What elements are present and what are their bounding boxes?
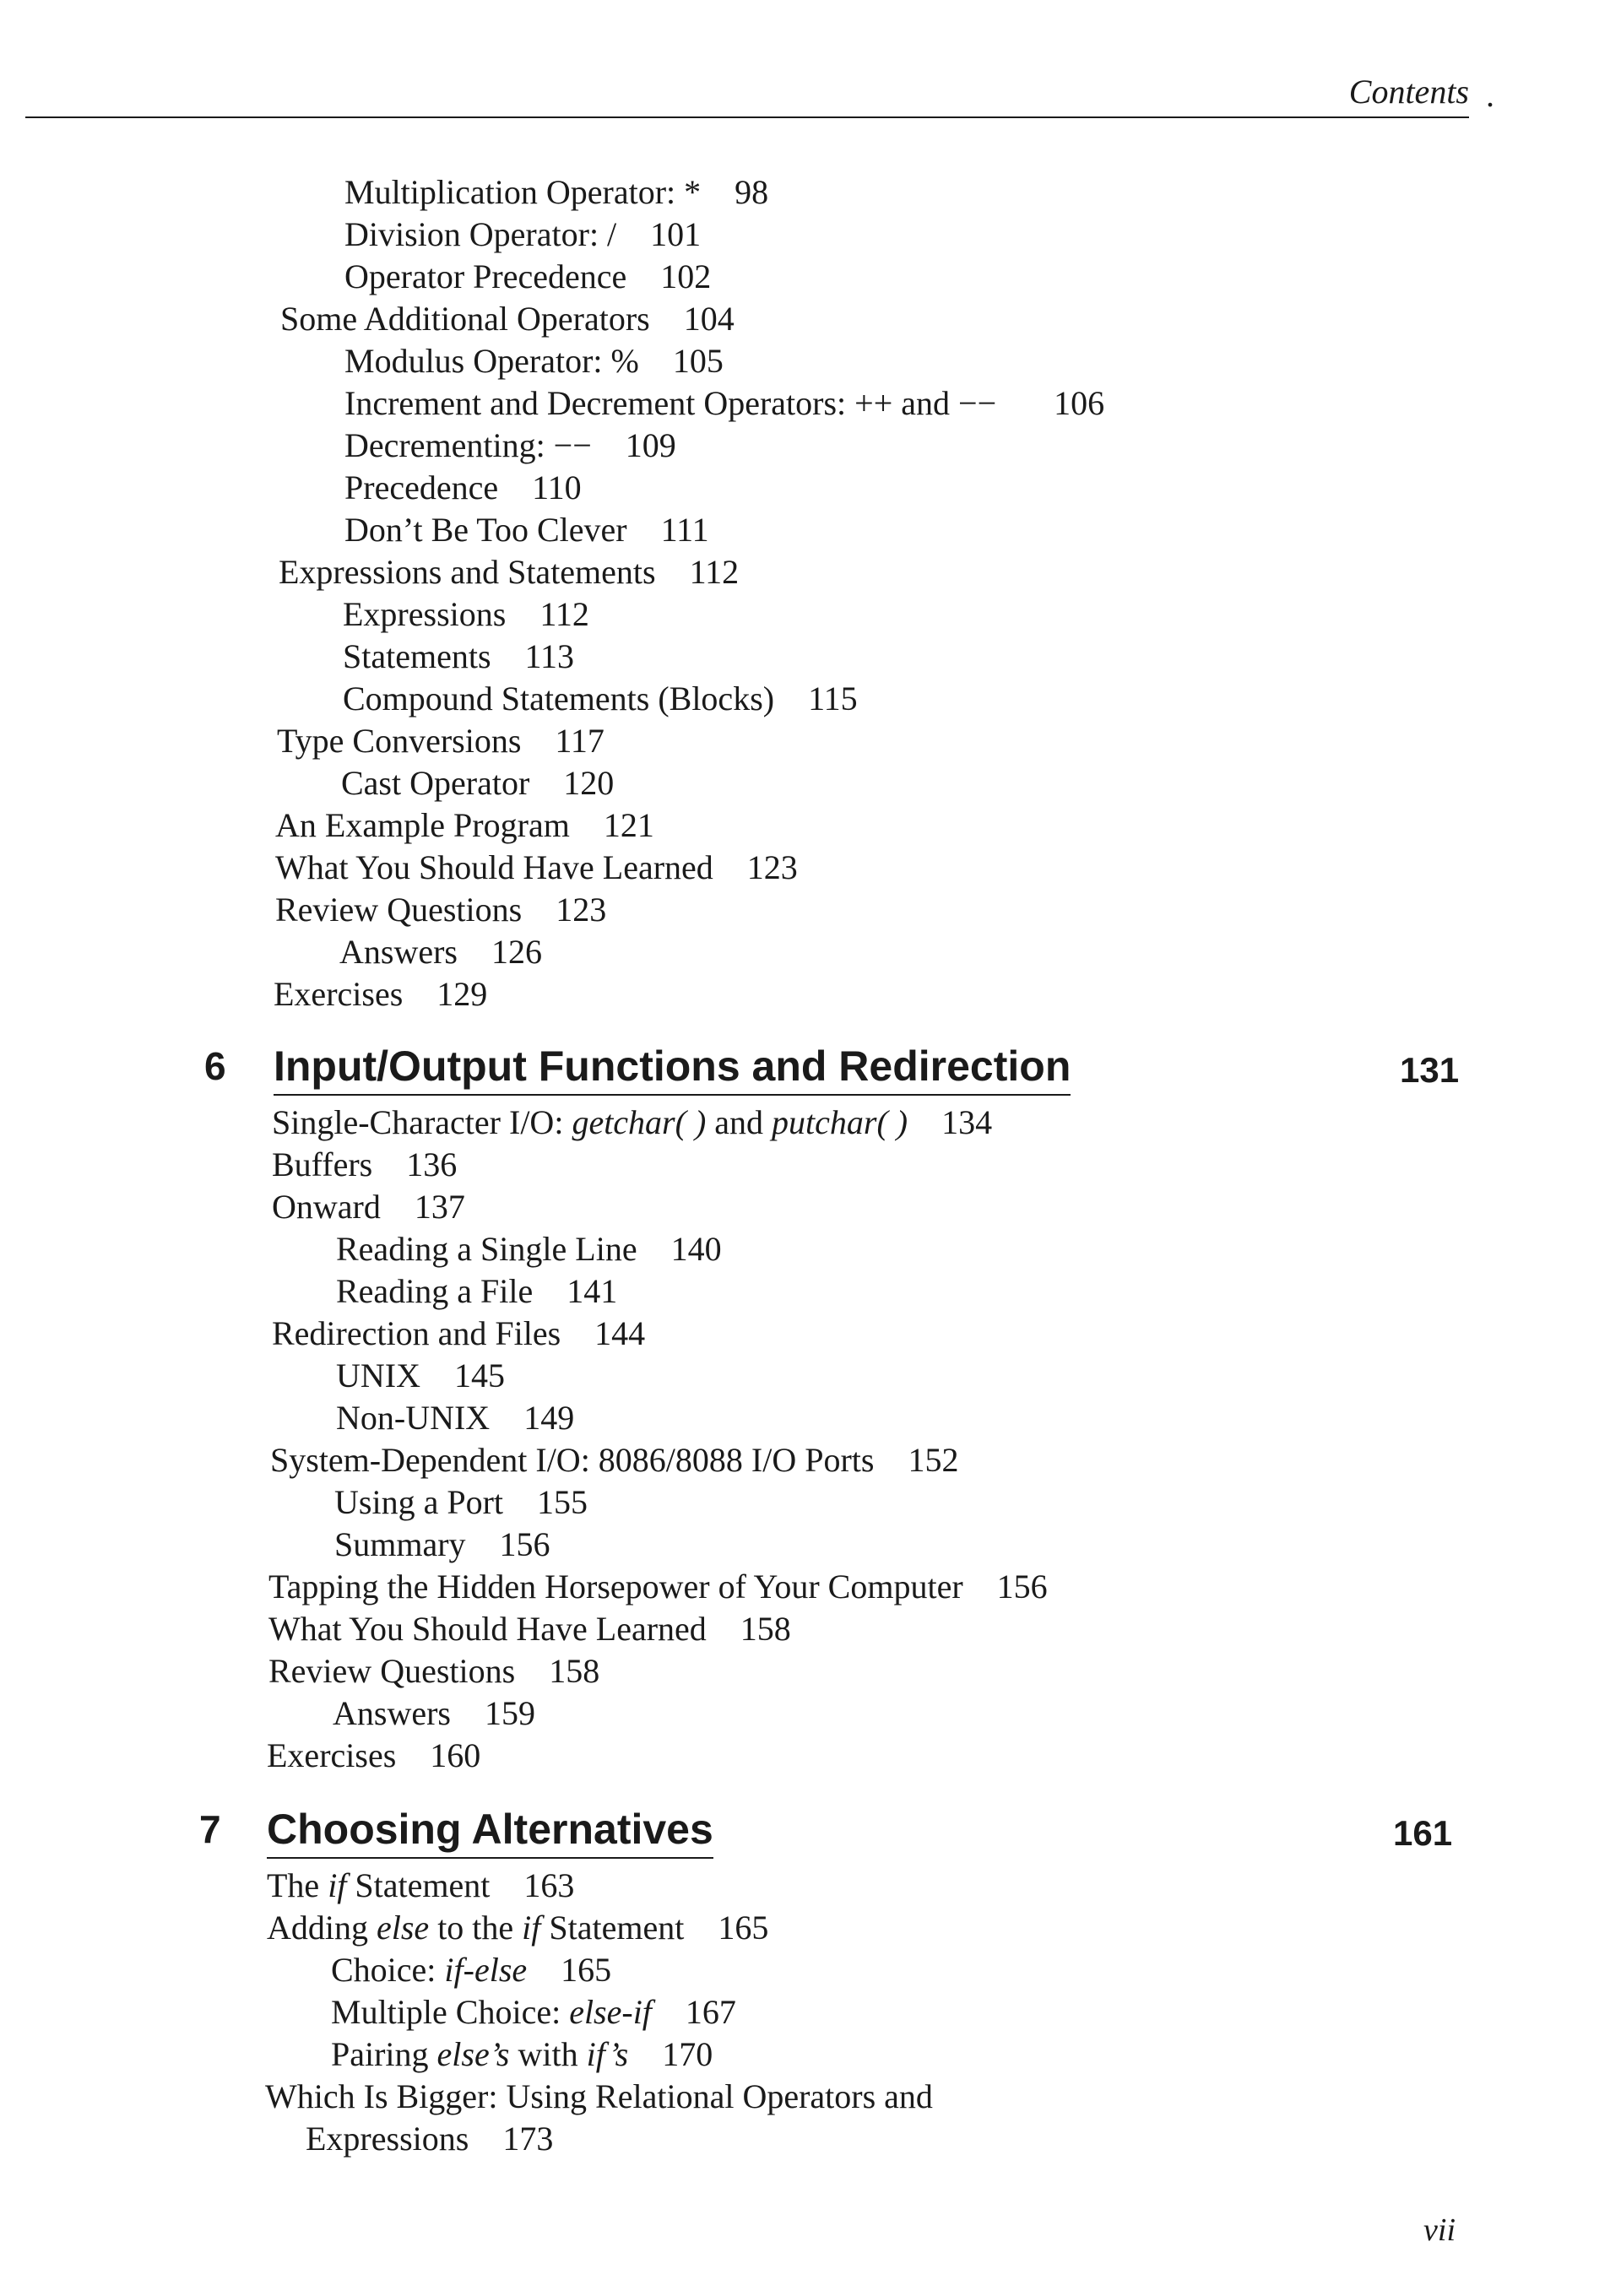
toc-entry: [275, 847, 798, 888]
toc-entry: [344, 468, 582, 508]
toc-entry: [343, 679, 858, 719]
toc-entry: [272, 1187, 465, 1227]
chapter-number: 7: [199, 1807, 221, 1851]
toc-entry: [341, 763, 614, 804]
toc-entry: [344, 510, 709, 550]
entry-text: Exercises: [274, 975, 404, 1013]
entry-page: 101: [650, 215, 702, 253]
entry-text: Reading a Single Line: [336, 1230, 637, 1268]
entry-text: The: [267, 1866, 328, 1904]
toc-entry: [277, 721, 604, 761]
entry-text: Exercises: [267, 1736, 397, 1774]
toc-entry: [331, 2034, 713, 2075]
toc-entry: [343, 594, 589, 635]
entry-italic: else’s: [436, 2035, 510, 2073]
toc-entry: [333, 1693, 535, 1734]
entry-text: Choice:: [331, 1951, 445, 1989]
entry-page: 113: [524, 637, 575, 675]
toc-entry: [344, 257, 711, 297]
toc-entry: [344, 172, 768, 213]
toc-entry: [268, 1651, 599, 1692]
entry-text: Precedence: [344, 468, 499, 506]
toc-entry: [344, 383, 1104, 424]
entry-text: to the: [429, 1909, 523, 1947]
toc-entry: [306, 2119, 553, 2159]
entry-page: 136: [406, 1145, 458, 1183]
entry-text: Pairing: [331, 2035, 437, 2073]
entry-text: Don’t Be Too Clever: [344, 511, 627, 549]
entry-text: Which Is Bigger: Using Relational Operators and: [265, 2077, 933, 2115]
toc-entry: [343, 636, 574, 677]
toc-entry: [331, 1950, 611, 1990]
entry-text: Multiple Choice:: [331, 1993, 570, 2031]
entry-text: Answers: [333, 1694, 451, 1732]
entry-text: Expressions: [306, 2120, 469, 2158]
entry-text: Reading a File: [336, 1272, 534, 1310]
entry-page: 104: [683, 300, 735, 338]
entry-italic: if’s: [586, 2035, 629, 2073]
entry-text: Operator Precedence: [344, 257, 627, 295]
running-head-mark: .: [1486, 76, 1494, 114]
entry-page: 158: [549, 1652, 600, 1690]
entry-page: 123: [556, 891, 607, 929]
entry-page: 144: [594, 1314, 646, 1352]
toc-entry: [274, 974, 487, 1015]
entry-text: Non-UNIX: [336, 1399, 491, 1437]
entry-text: Onward: [272, 1188, 381, 1226]
entry-text: Review Questions: [268, 1652, 516, 1690]
entry-text: Some Additional Operators: [280, 300, 650, 338]
entry-text: Statements: [343, 637, 491, 675]
toc-entry: [279, 552, 739, 593]
entry-page: 110: [532, 468, 582, 506]
toc-entry: [334, 1524, 550, 1565]
entry-text: Modulus Operator: %: [344, 342, 639, 380]
toc-entry: [336, 1356, 505, 1396]
toc-entry: [336, 1229, 722, 1270]
entry-page: 134: [941, 1103, 993, 1141]
entry-text: Compound Statements (Blocks): [343, 680, 775, 718]
entry-page: 102: [660, 257, 712, 295]
chapter-title: Input/Output Functions and Redirection: [274, 1042, 1071, 1096]
entry-italic: if: [522, 1909, 541, 1947]
entry-page: 117: [555, 722, 604, 760]
toc-entry: [272, 1102, 992, 1143]
entry-text: Single-Character I/O:: [272, 1103, 572, 1141]
entry-italic: if: [328, 1866, 347, 1904]
toc-entry: [267, 1736, 480, 1776]
entry-text: Statement: [540, 1909, 685, 1947]
entry-page: 165: [561, 1951, 612, 1989]
entry-italic: if-else: [444, 1951, 528, 1989]
entry-page: 152: [908, 1441, 959, 1479]
entry-page: 159: [484, 1694, 535, 1732]
toc-entry: [267, 1866, 574, 1906]
entry-text: Cast Operator: [341, 764, 530, 802]
entry-text: with: [509, 2035, 587, 2073]
toc-entry: [334, 1482, 588, 1523]
entry-page: 170: [662, 2035, 713, 2073]
entry-text: Decrementing: −−: [344, 426, 592, 464]
entry-page: 165: [718, 1909, 769, 1947]
entry-page: 121: [603, 806, 654, 844]
entry-text: System-Dependent I/O: 8086/8088 I/O Ports: [270, 1441, 875, 1479]
entry-text: Statement: [346, 1866, 491, 1904]
entry-text: What You Should Have Learned: [268, 1610, 707, 1648]
entry-page: 98: [735, 173, 769, 211]
toc-entry: [336, 1271, 617, 1312]
toc-entry: [272, 1313, 645, 1354]
entry-text: Expressions: [343, 595, 507, 633]
entry-page: 160: [430, 1736, 481, 1774]
running-head: [25, 73, 1494, 118]
entry-page: 141: [567, 1272, 618, 1310]
toc-entry: [270, 1440, 959, 1481]
entry-text: Buffers: [272, 1145, 373, 1183]
entry-italic: putchar( ): [772, 1103, 908, 1141]
toc-entry: [331, 1992, 736, 2033]
entry-italic: else-if: [569, 1993, 652, 2031]
entry-text: Adding: [267, 1909, 377, 1947]
page-folio: vii: [1423, 2212, 1456, 2248]
entry-text: Review Questions: [275, 891, 523, 929]
toc-entry: [267, 1908, 768, 1948]
entry-text: Multiplication Operator: *: [344, 173, 702, 211]
entry-page: 156: [499, 1525, 550, 1563]
entry-page: 167: [685, 1993, 736, 2031]
entry-text: Tapping the Hidden Horsepower of Your Computer: [268, 1568, 963, 1606]
toc-entry: [275, 805, 654, 846]
chapter-number: 6: [204, 1044, 226, 1088]
entry-text: Redirection and Files: [272, 1314, 561, 1352]
toc-entry: [268, 1567, 1048, 1607]
chapter-title: Choosing Alternatives: [267, 1805, 713, 1859]
entry-page: 149: [523, 1399, 575, 1437]
toc-entry: [344, 214, 701, 255]
chapter-page: 131: [1400, 1050, 1460, 1090]
toc-entry: [344, 425, 676, 466]
entry-page: 129: [436, 975, 488, 1013]
entry-page: 140: [670, 1230, 722, 1268]
entry-page: 106: [1054, 384, 1105, 422]
running-head-title: Contents: [1348, 73, 1469, 111]
entry-text: Using a Port: [334, 1483, 503, 1521]
entry-page: 120: [563, 764, 615, 802]
entry-page: 126: [491, 933, 542, 971]
entry-page: 115: [808, 680, 858, 718]
entry-italic: else: [377, 1909, 430, 1947]
entry-page: 145: [453, 1356, 505, 1394]
entry-page: 156: [996, 1568, 1048, 1606]
entry-text: UNIX: [336, 1356, 420, 1394]
chapter-page: 161: [1393, 1813, 1453, 1853]
entry-text: Division Operator: /: [344, 215, 617, 253]
entry-text: and: [706, 1103, 773, 1141]
entry-text: Increment and Decrement Operators: ++ and −−: [344, 384, 997, 422]
toc-entry: [339, 932, 542, 972]
entry-page: 112: [689, 553, 740, 591]
entry-page: 137: [414, 1188, 465, 1226]
toc-entry: [336, 1398, 574, 1438]
entry-page: 173: [502, 2120, 554, 2158]
entry-page: 123: [746, 848, 798, 886]
entry-text: Answers: [339, 933, 458, 971]
entry-text: Expressions and Statements: [279, 553, 656, 591]
toc-entry: [265, 2077, 933, 2117]
entry-page: 109: [625, 426, 676, 464]
entry-text: Type Conversions: [277, 722, 522, 760]
toc-entry: [344, 341, 724, 382]
entry-page: 163: [523, 1866, 575, 1904]
toc-entry: [272, 1145, 457, 1185]
entry-page: 155: [537, 1483, 588, 1521]
toc-entry: [275, 890, 606, 930]
entry-text: What You Should Have Learned: [275, 848, 713, 886]
entry-page: 111: [660, 511, 709, 549]
entry-text: An Example Program: [275, 806, 570, 844]
entry-page: 105: [672, 342, 724, 380]
toc-entry: [268, 1609, 791, 1649]
entry-page: 158: [740, 1610, 791, 1648]
entry-text: Summary: [334, 1525, 466, 1563]
toc-entry: [280, 299, 735, 339]
entry-italic: getchar( ): [572, 1103, 707, 1141]
entry-page: 112: [539, 595, 589, 633]
